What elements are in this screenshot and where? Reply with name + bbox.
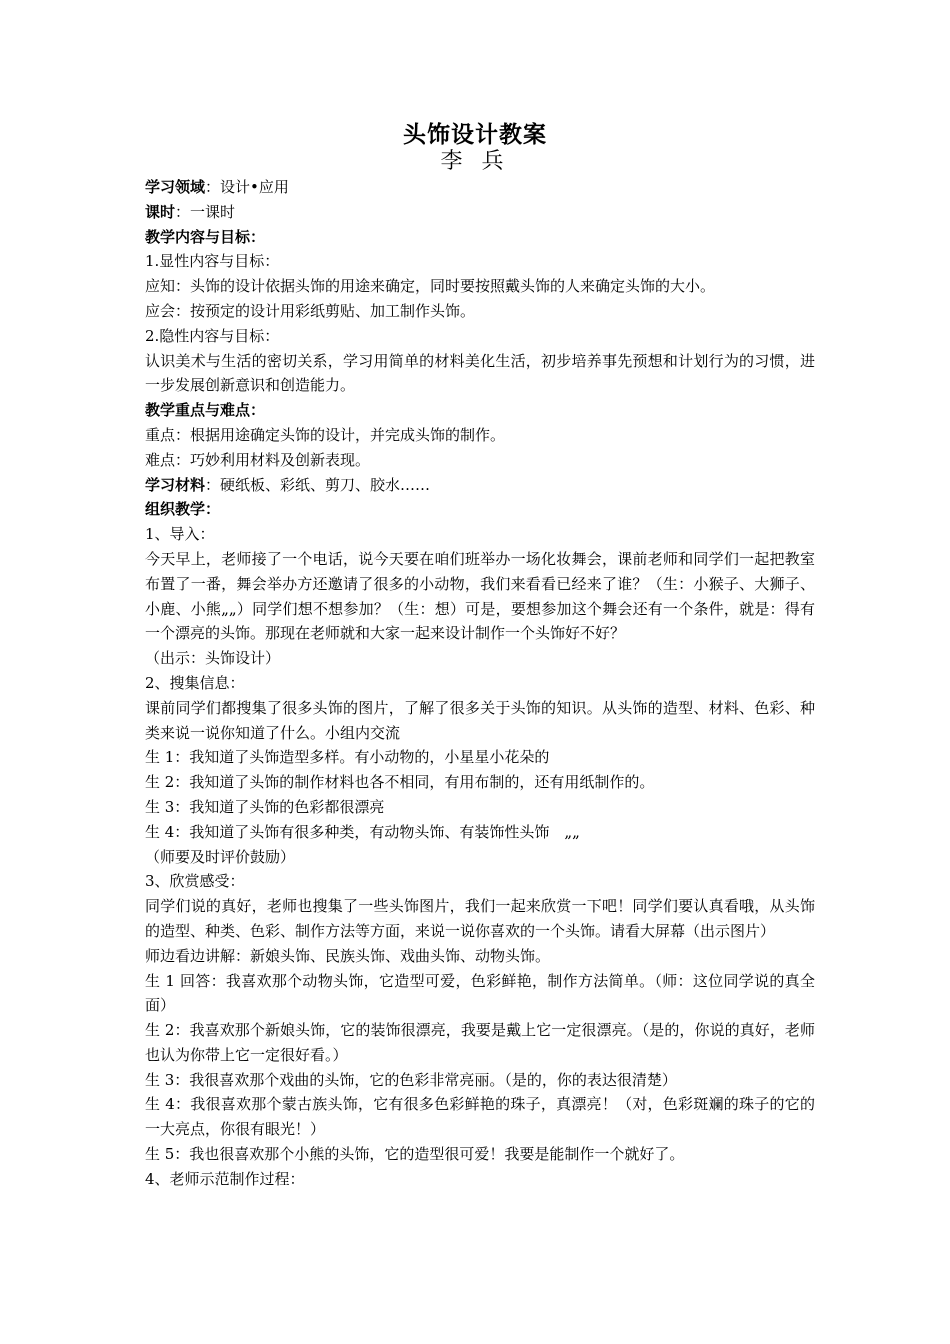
goals-heading: 教学内容与目标：: [145, 227, 266, 246]
period-label: 课时: [145, 202, 176, 221]
section-3-answer-5: 生 5：我也很喜欢那个小熊的头饰，它的造型很可爱！我要是能制作一个就好了。: [145, 1145, 685, 1164]
section-2-paragraph: 课前同学们都搜集了很多头饰的图片，了解了很多关于头饰的知识。从头饰的造型、材料、色彩、种类来说一说你知道了什么。小组内交流: [145, 698, 815, 742]
section-3-answer-2: 生 2：我喜欢那个新娘头饰，它的装饰很漂亮，我要是戴上它一定很漂亮。（是的，你说的真好，老师也认为你带上它一定很好看。）: [145, 1021, 815, 1064]
document-body: [145, 175, 815, 1192]
field-value: ：设计•应用: [205, 178, 289, 196]
difficult-point: 难点：巧妙利用材料及创新表现。: [145, 450, 371, 469]
section-3-heading: 3、欣赏感受：: [145, 872, 245, 891]
section-2-heading: 2、搜集信息：: [145, 673, 245, 692]
section-2-answer-3: 生 3：我知道了头饰的色彩都很漂亮: [145, 797, 385, 816]
section-2-answer-2: 生 2：我知道了头饰的制作材料也各不相同，有用布制的，还有用纸制作的。: [145, 773, 655, 792]
section-2-note: （师要及时评价鼓励）: [145, 847, 296, 866]
section-2-answer-1: 生 1：我知道了头饰造型多样。有小动物的，小星星小花朵的: [145, 748, 550, 767]
section-1-show: （出示：头饰设计）: [145, 649, 281, 668]
section-3-answer-3: 生 3：我很喜欢那个戏曲的头饰，它的色彩非常亮丽。（是的，你的表达很清楚）: [145, 1070, 677, 1089]
field-line: [145, 175, 815, 200]
section-3-answer-1: 生 1 回答：我喜欢那个动物头饰，它造型可爱，色彩鲜艳，制作方法简单。（师：这位同学说的真全面）: [145, 971, 815, 1015]
section-3-paragraph: 同学们说的真好，老师也搜集了一些头饰图片，我们一起来欣赏一下吧！同学们要认真看哦，从头饰的造型、种类、色彩、制作方法等方面，来说一说你喜欢的一个头饰。请看大屏幕（出示图片）: [145, 897, 815, 940]
key-point: 重点：根据用途确定头饰的设计，并完成头饰的制作。: [145, 425, 506, 444]
implicit-heading: 2.隐性内容与目标：: [145, 326, 280, 345]
section-2-answer-4: 生 4：我知道了头饰有很多种类，有动物头饰、有装饰性头饰 „„: [145, 822, 580, 841]
explicit-heading: 1.显性内容与目标：: [145, 252, 280, 271]
period-value: ：一课时: [175, 202, 236, 221]
period-line: [145, 200, 815, 225]
key-heading: 教学重点与难点：: [145, 401, 266, 420]
know-paragraph: 应知：头饰的设计依据头饰的用途来确定，同时要按照戴头饰的人来确定头饰的大小。: [145, 277, 716, 296]
implicit-paragraph: 认识美术与生活的密切关系，学习用简单的材料美化生活，初步培养事先预想和计划行为的习惯，进一步发展创新意识和创造能力。: [145, 351, 815, 395]
section-1-paragraph: 今天早上，老师接了一个电话，说今天要在咱们班举办一场化妆舞会，课前老师和同学们一起把教室布置了一番，舞会举办方还邀请了很多的小动物，我们来看看已经来了谁？（生：小猴子、大狮子、小鹿、小熊„„）同学们想不想参加？（生：想）可是，要想参加这个舞会还有一个条件，就是：得有一个漂亮的头饰。那现在老师就和大家一起来设计制作一个头饰好不好？: [145, 549, 815, 643]
section-3-teacher: 师边看边讲解：新娘头饰、民族头饰、戏曲头饰、动物头饰。: [145, 946, 551, 965]
materials-label: 学习材料: [145, 475, 206, 494]
materials-value: ：硬纸板、彩纸、剪刀、胶水……: [205, 475, 431, 494]
org-heading: 组织教学：: [145, 500, 221, 519]
section-1-heading: 1、导入：: [145, 525, 215, 544]
can-paragraph: 应会：按预定的设计用彩纸剪贴、加工制作头饰。: [145, 301, 476, 320]
document-title: 头饰设计教案: [403, 121, 547, 148]
document-author: 李 兵: [440, 149, 510, 174]
field-label: 学习领域: [145, 178, 206, 196]
section-4-heading: 4、老师示范制作过程：: [145, 1169, 305, 1188]
materials-line: [145, 473, 815, 498]
section-3-answer-4: 生 4：我很喜欢那个蒙古族头饰，它有很多色彩鲜艳的珠子，真漂亮！（对，色彩斑斓的珠子的它的一大亮点，你很有眼光！）: [145, 1095, 815, 1139]
